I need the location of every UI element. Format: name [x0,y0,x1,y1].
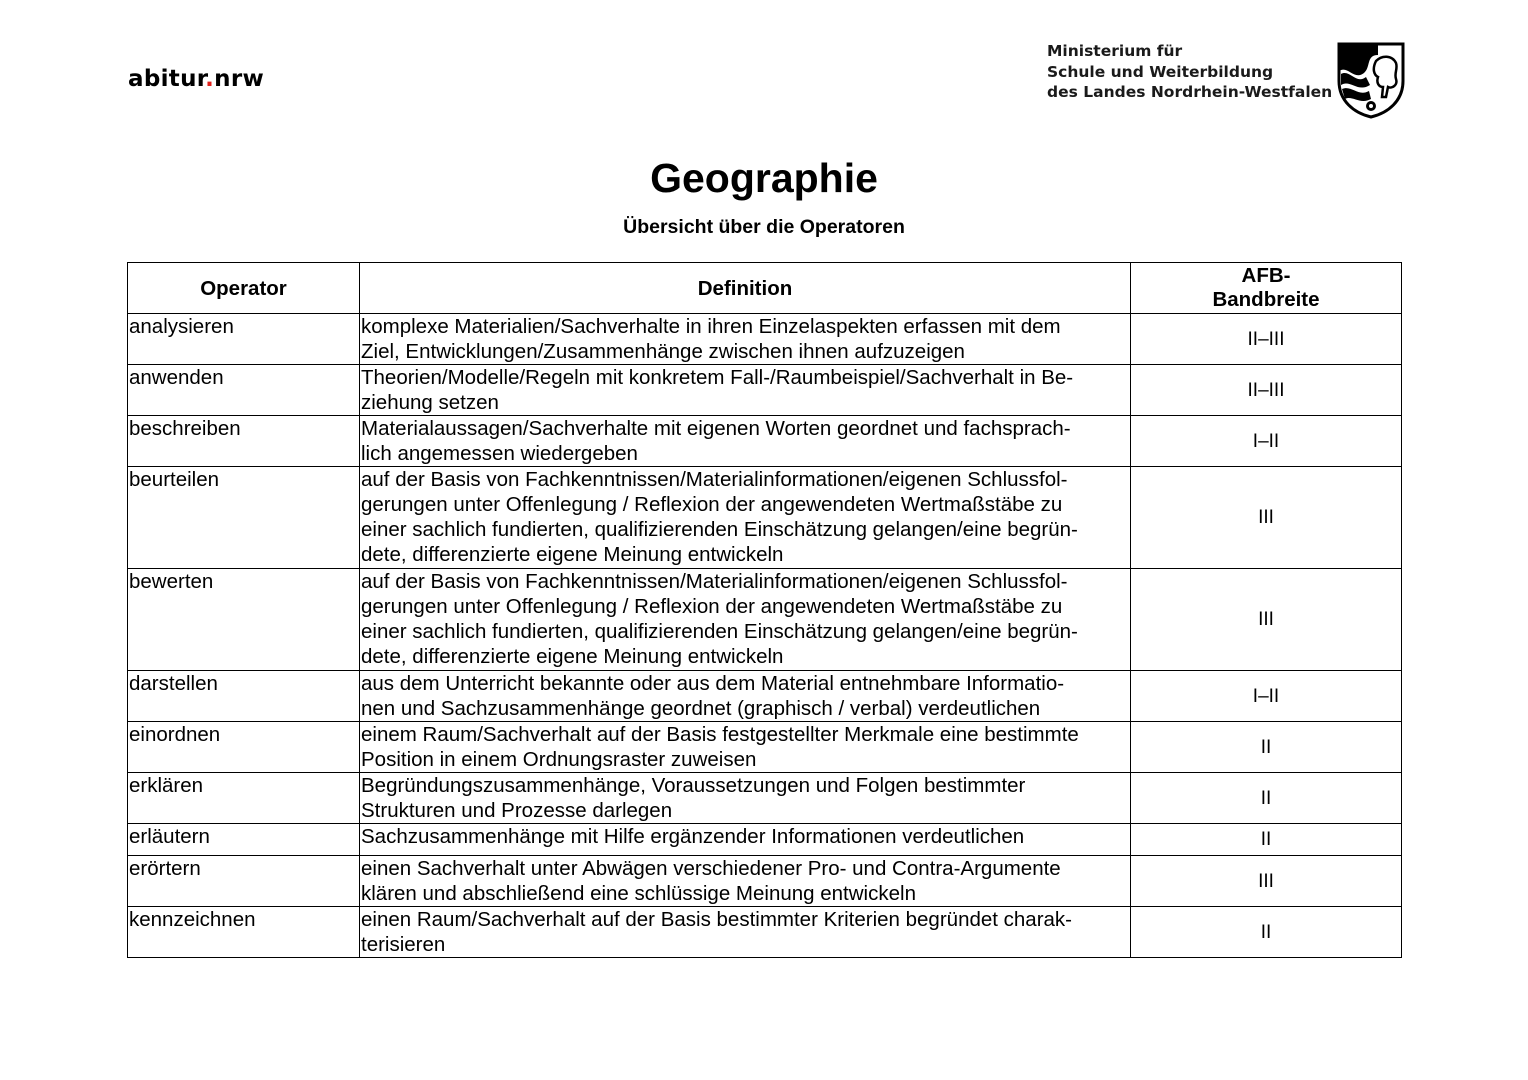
afb-cell: III [1131,569,1402,671]
header-afb-line: AFB- [1241,264,1291,287]
definition-cell [360,365,1131,416]
definition-cell [360,773,1131,824]
operator-cell: anwenden [128,365,360,416]
definition-line: gerungen unter Offenlegung / Reflexion der angewendeten Wertmaßstäbe zu [361,493,1063,516]
afb-cell: I–II [1131,416,1402,467]
definition-line: ziehung setzen [361,391,499,414]
definition-line: einer sachlich fundierten, qualifizierenden Einschätzung gelangen/eine begrün- [361,620,1078,643]
definition-line: gerungen unter Offenlegung / Reflexion der angewendeten Wertmaßstäbe zu [361,595,1063,618]
afb-cell: II [1131,824,1402,856]
definition-cell [360,314,1131,365]
afb-cell: III [1131,467,1402,569]
definition-line: einen Sachverhalt unter Abwägen verschiedener Pro- und Contra-Argumente [361,857,1061,880]
table-row [128,773,1402,824]
definition-line: auf der Basis von Fachkenntnissen/Materialinformationen/eigenen Schlussfol- [361,570,1068,593]
ministry-name [1047,41,1332,103]
definition-line: aus dem Unterricht bekannte oder aus dem Material entnehmbare Informatio- [361,672,1065,695]
operator-cell: darstellen [128,671,360,722]
operator-cell: erörtern [128,856,360,907]
header-operator: Operator [128,263,360,314]
definition-cell [360,467,1131,569]
definition-line: Position in einem Ordnungsraster zuweisen [361,748,757,771]
definition-line: auf der Basis von Fachkenntnissen/Materialinformationen/eigenen Schlussfol- [361,468,1068,491]
afb-cell: II [1131,907,1402,958]
definition-cell [360,671,1131,722]
operator-cell: beurteilen [128,467,360,569]
definition-cell [360,569,1131,671]
page-title: Geographie [650,155,878,201]
table-row [128,671,1402,722]
definition-line: Sachzusammenhänge mit Hilfe ergänzender Informationen verdeutlichen [361,825,1025,848]
table-row [128,856,1402,907]
definition-line: terisieren [361,933,446,956]
brand-main: abitur [128,66,206,92]
definition-line: Ziel, Entwicklungen/Zusammenhänge zwischen ihnen aufzuzeigen [361,340,965,363]
operator-cell: erläutern [128,824,360,856]
table-row [128,365,1402,416]
afb-cell: II–III [1131,314,1402,365]
brand-suffix: nrw [214,66,265,92]
definition-cell [360,907,1131,958]
table-row [128,416,1402,467]
definition-line: dete, differenzierte eigene Meinung entwickeln [361,543,784,566]
operators-table [127,262,1402,958]
definition-line: klären und abschließend eine schlüssige Meinung entwickeln [361,882,916,905]
ministry-line: Schule und Weiterbildung [1047,62,1274,81]
table-row [128,314,1402,365]
operator-cell: kennzeichnen [128,907,360,958]
definition-line: Begründungszusammenhänge, Voraussetzungen und Folgen bestimmter [361,774,1026,797]
operator-cell: bewerten [128,569,360,671]
ministry-line: Ministerium für [1047,42,1183,60]
definition-line: komplexe Materialien/Sachverhalte in ihren Einzelaspekten erfassen mit dem [361,315,1061,338]
operator-cell: analysieren [128,314,360,365]
afb-cell: I–II [1131,671,1402,722]
definition-line: Materialaussagen/Sachverhalte mit eigenen Worten geordnet und fachsprach- [361,417,1071,440]
definition-line: einen Raum/Sachverhalt auf der Basis bestimmter Kriterien begründet charak- [361,908,1073,931]
table-row [128,907,1402,958]
header-afb [1131,263,1402,314]
afb-cell: II [1131,773,1402,824]
nrw-crest-icon [1336,41,1406,119]
operator-cell: erklären [128,773,360,824]
brand-dot: . [205,66,215,92]
definition-cell [360,824,1131,856]
afb-cell: III [1131,856,1402,907]
definition-line: einer sachlich fundierten, qualifizierenden Einschätzung gelangen/eine begrün- [361,518,1078,541]
operator-cell: einordnen [128,722,360,773]
table-row [128,467,1402,569]
operator-cell: beschreiben [128,416,360,467]
table-row [128,569,1402,671]
ministry-line: des Landes Nordrhein-Westfalen [1047,83,1333,101]
definition-line: nen und Sachzusammenhänge geordnet (graphisch / verbal) verdeutlichen [361,697,1041,720]
afb-cell: II–III [1131,365,1402,416]
definition-line: Theorien/Modelle/Regeln mit konkretem Fall-/Raumbeispiel/Sachverhalt in Be- [361,366,1074,389]
table-header-row [128,263,1402,314]
brand-logo-text [128,66,264,92]
definition-line: Strukturen und Prozesse darlegen [361,799,673,822]
table-row [128,824,1402,856]
definition-cell [360,416,1131,467]
definition-line: einem Raum/Sachverhalt auf der Basis festgestellter Merkmale eine bestimmte [361,723,1079,746]
afb-cell: II [1131,722,1402,773]
header-definition: Definition [360,263,1131,314]
table-row [128,722,1402,773]
definition-cell [360,722,1131,773]
page-subtitle: Übersicht über die Operatoren [623,216,905,238]
header-afb-line: Bandbreite [1212,288,1320,311]
definition-line: lich angemessen wiedergeben [361,442,638,465]
definition-line: dete, differenzierte eigene Meinung entwickeln [361,645,784,668]
definition-cell [360,856,1131,907]
